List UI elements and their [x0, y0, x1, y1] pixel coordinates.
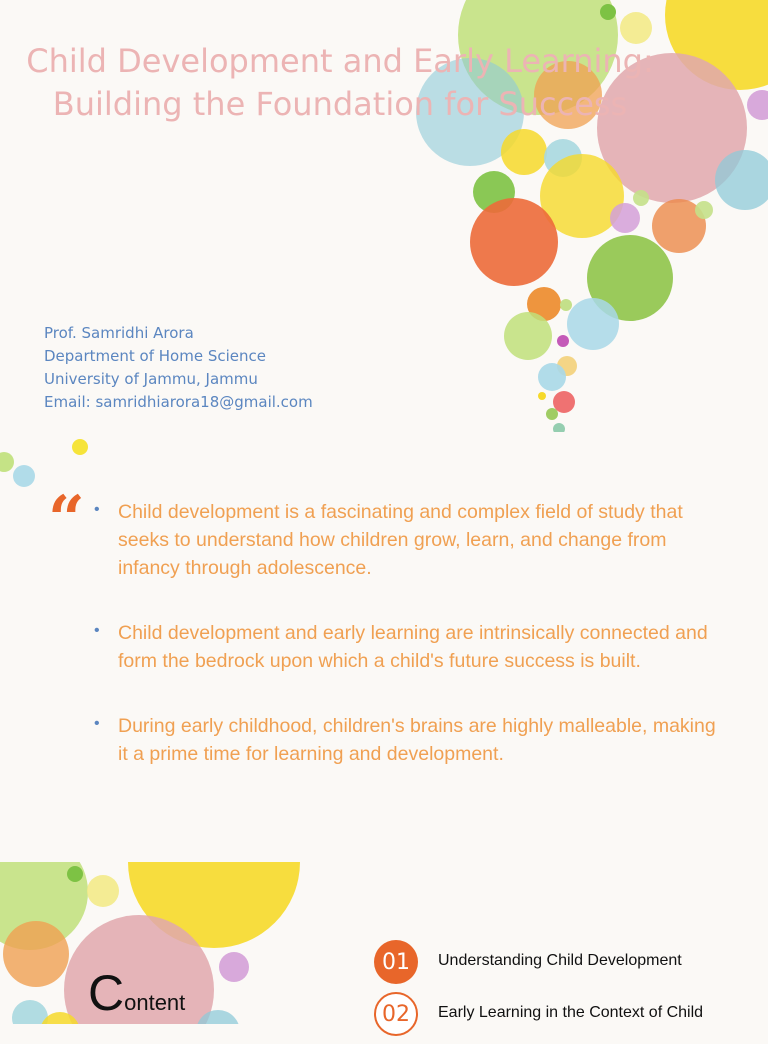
toc-item-label: Understanding Child Development [438, 952, 682, 969]
title-slide [0, 0, 768, 432]
author-info [44, 322, 313, 414]
content-heading-initial: C [88, 965, 125, 1021]
toc-item-label: Early Learning in the Context of Child [438, 1004, 704, 1021]
author-name: Prof. Samridhi Arora [44, 324, 194, 342]
intro-bullet-list [94, 498, 724, 805]
toc-number-badge: 01 [374, 940, 418, 984]
bullet-text: Child development is a fascinating and complex field of study that seeks to understand how children grow, learn, and change from infancy through adolescence. [118, 501, 683, 579]
bullet-item [94, 498, 724, 582]
presentation-title: Child Development and Early Learning: Building the Foundation for Success [26, 42, 654, 123]
bullet-item [94, 619, 724, 675]
content-heading-rest: ontent [124, 990, 186, 1015]
quote-icon: “ [48, 482, 85, 557]
bullet-text: During early childhood, children's brains are highly malleable, making it a prime time for learning and development. [118, 715, 716, 765]
author-department: Department of Home Science [44, 347, 266, 365]
author-university: University of Jammu, Jammu [44, 370, 258, 388]
bullet-text: Child development and early learning are intrinsically connected and form the bedrock upon which a child's future success is built. [118, 622, 708, 672]
bullet-dot-icon: • [94, 622, 100, 639]
bullet-item [94, 712, 724, 768]
toc-number-badge: 02 [374, 992, 418, 1036]
bullet-dot-icon: • [94, 501, 100, 518]
content-heading [88, 965, 186, 1021]
bullet-dot-icon: • [94, 715, 100, 732]
author-email: Email: samridhiarora18@gmail.com [44, 393, 313, 411]
